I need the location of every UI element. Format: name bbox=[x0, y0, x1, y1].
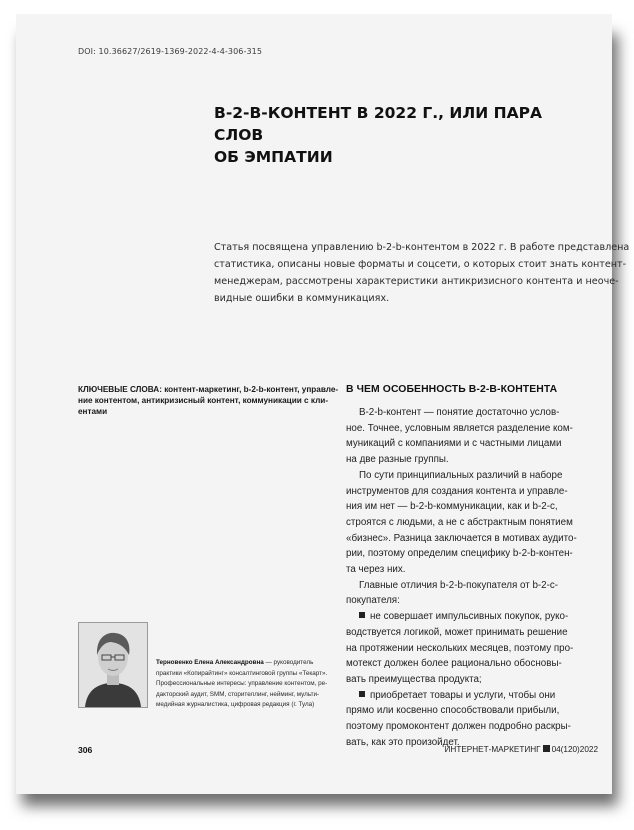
keywords-line: ентами bbox=[78, 407, 108, 416]
abstract-line: Статья посвящена управлению b-2-b-контентом в 2022 г. В работе представлена bbox=[214, 242, 630, 253]
doi-text: DOI: 10.36627/2619-1369-2022-4-4-306-315 bbox=[78, 47, 263, 56]
abstract-line: менеджерам, рассмотрены характеристики антикризисного контента и неоче- bbox=[214, 276, 619, 287]
author-line: медийная журналистика, цифровая редакция (г. Тула) bbox=[156, 701, 315, 709]
bullet-text: не совершает импульсивных покупок, руко- bbox=[370, 611, 569, 623]
bullet-text: приобретает товары и услуги, чтобы они bbox=[370, 689, 556, 701]
body-line: B-2-b-контент — понятие достаточно услов- bbox=[359, 407, 560, 418]
author-role: — руководитель bbox=[263, 659, 314, 666]
title-line: ОБ ЭМПАТИИ bbox=[214, 148, 333, 166]
body-line: ния им нет — b-2-b-коммуникации, как и b-2-c, bbox=[346, 501, 558, 513]
journal-issue: 04(120)2022 bbox=[551, 745, 598, 754]
bullet-line bbox=[346, 609, 608, 625]
body-line: Главные отличия b-2-b-покупателя от b-2-c- bbox=[359, 579, 559, 591]
bullet-line bbox=[346, 688, 608, 704]
body-line: вать, как это произойдет. bbox=[346, 736, 460, 748]
body-line: та через них. bbox=[346, 564, 406, 576]
abstract-line: видные ошибки в коммуникациях. bbox=[214, 293, 390, 304]
document-page bbox=[16, 14, 630, 794]
abstract-line: статистика, описаны новые форматы и соцсети, о которых стоит знать контент- bbox=[214, 259, 627, 270]
author-portrait-icon bbox=[79, 623, 147, 707]
author-name: Терновенко Елена Александровна bbox=[156, 659, 264, 666]
keywords-line: ние контентом, антикризисный контент, коммуникации с кли- bbox=[78, 396, 329, 405]
keywords-block bbox=[78, 384, 339, 417]
body-line: водствуется логикой, может принимать решение bbox=[346, 626, 568, 638]
body-line: рии, поэтому определим специфику b-2-b-контен- bbox=[346, 548, 573, 560]
body-line: инструментов для создания контента и управле- bbox=[346, 485, 568, 497]
square-bullet-icon bbox=[359, 691, 365, 697]
section-heading: В ЧЕМ ОСОБЕННОСТЬ B-2-B-КОНТЕНТА bbox=[346, 384, 558, 395]
square-bullet-icon bbox=[359, 612, 365, 618]
journal-name: ИНТЕРНЕТ-МАРКЕТИНГ bbox=[444, 745, 541, 754]
author-photo bbox=[78, 622, 148, 708]
body-line: муникаций с компаниями и с частными лицами bbox=[346, 438, 562, 450]
body-line: мотекст должен более рационально обосновы- bbox=[346, 658, 562, 670]
body-line: «бизнес». Разница заключается в мотивах аудито- bbox=[346, 532, 577, 544]
page-number: 306 bbox=[78, 745, 93, 755]
body-line: строятся с людьми, а не с абстрактным понятием bbox=[346, 516, 573, 528]
author-info bbox=[156, 658, 336, 711]
article-title bbox=[214, 102, 584, 168]
author-line: дакторский аудит, SMM, сторителлинг, нейминг, мульти- bbox=[156, 690, 320, 698]
section-body bbox=[346, 405, 608, 750]
body-line: покупателя: bbox=[346, 595, 400, 607]
body-line: на две разные группы. bbox=[346, 454, 449, 466]
body-line: вать преимущества продукта; bbox=[346, 673, 482, 685]
square-separator-icon bbox=[543, 745, 550, 752]
body-line: ное. Точнее, условным является разделение ком- bbox=[346, 422, 573, 434]
body-line: По сути принципиальных различий в наборе bbox=[359, 469, 563, 481]
title-line: B-2-B-КОНТЕНТ В 2022 Г., ИЛИ ПАРА СЛОВ bbox=[214, 104, 542, 144]
journal-footer bbox=[445, 745, 598, 754]
body-line: прямо или косвенно способствовали прибыли, bbox=[346, 705, 560, 717]
keywords-line: КЛЮЧЕВЫЕ СЛОВА: контент-маркетинг, b-2-b-контент, управле- bbox=[78, 385, 339, 394]
author-line: Профессиональные интересы: управление контентом, ре- bbox=[156, 680, 328, 688]
article-abstract bbox=[214, 239, 630, 307]
body-line: поэтому промоконтент должен подробно раскры- bbox=[346, 721, 571, 733]
author-line: практики «Копирайтинг» консалтинговой группы «Текарт». bbox=[156, 669, 328, 677]
author-line bbox=[156, 658, 336, 669]
body-line: на протяжении нескольких месяцев, поэтому про- bbox=[346, 642, 574, 654]
